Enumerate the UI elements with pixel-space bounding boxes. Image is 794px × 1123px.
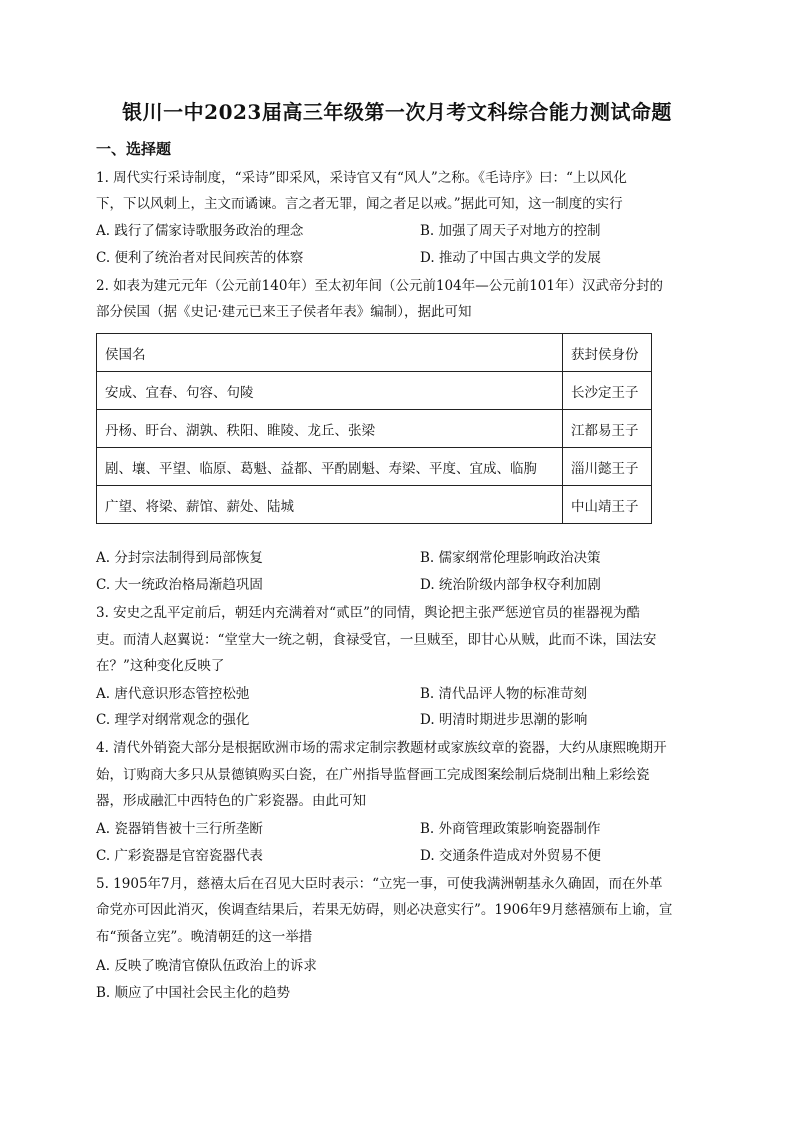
table-cell: 中山靖王子 [563,486,652,524]
q5-stem-line-3: 布“预备立宪”。晚清朝廷的这一举措 [96,929,313,945]
table-cell: 丹杨、盱台、湖孰、秩阳、睢陵、龙丘、张梁 [97,410,563,448]
q4-option-B: B. 外商管理政策影响瓷器制作 [420,821,601,837]
table-cell: 安成、宜春、句容、句陵 [97,372,563,410]
table-row [97,410,652,448]
q3-option-D: D. 明清时期进步思潮的影响 [420,712,588,728]
q2-stem-line-1: 2. 如表为建元元年（公元前140年）至太初年间（公元前104年—公元前101年）汉武帝分封的 [96,278,663,294]
q1-stem-line-2: 下，下以风刺上，主文而谲谏。言之者无罪，闻之者足以戒。”据此可知，这一制度的实行 [96,196,623,212]
q1-option-D: D. 推动了中国古典文学的发展 [420,250,601,266]
page-title: 银川一中2023届高三年级第一次月考文科综合能力测试命题 [122,100,672,124]
q3-option-B: B. 清代品评人物的标准苛刻 [420,686,588,702]
q2-option-D: D. 统治阶级内部争权夺利加剧 [420,577,601,593]
table-cell: 剧、壤、平望、临原、葛魁、益都、平酌剧魁、寿梁、平度、宜成、临朐 [97,448,563,486]
q5-option-A: A. 反映了晚清官僚队伍政治上的诉求 [96,958,317,974]
table-row [97,448,652,486]
table-header-cell: 侯国名 [97,334,563,372]
q2-option-A: A. 分封宗法制得到局部恢复 [96,550,263,566]
q3-option-C: C. 理学对纲常观念的强化 [96,712,250,728]
table-cell: 长沙定王子 [563,372,652,410]
q4-stem-line-3: 器，形成融汇中西特色的广彩瓷器。由此可知 [96,793,366,809]
table-cell: 广望、将梁、薪馆、薪处、陆城 [97,486,563,524]
table-header-row [97,334,652,372]
q1-option-A: A. 践行了儒家诗歌服务政治的理念 [96,223,304,239]
q1-option-C: C. 便利了统治者对民间疾苦的体察 [96,250,304,266]
q5-option-B: B. 顺应了中国社会民主化的趋势 [96,985,291,1001]
table-row [97,486,652,524]
q2-option-B: B. 儒家纲常伦理影响政治决策 [420,550,601,566]
q4-stem-line-2: 始，订购商大多只从景德镇购买白瓷，在广州指导监督画工完成图案绘制后烧制出釉上彩绘瓷 [96,767,650,783]
q1-option-B: B. 加强了周天子对地方的控制 [420,223,601,239]
q5-stem-line-2: 命党亦可因此消灭，俟调查结果后，若果无妨碍，则必决意实行”。1906年9月慈禧颁布上谕，宣 [96,902,673,918]
fief-table [96,333,652,524]
q3-stem-line-3: 在？”这种变化反映了 [96,658,225,674]
q4-option-D: D. 交通条件造成对外贸易不便 [420,848,601,864]
q3-stem-line-2: 吏。而清人赵翼说：“堂堂大一统之朝，食禄受官，一旦贼至，即甘心从贼，此而不诛，国法安 [96,632,657,648]
q3-stem-line-1: 3. 安史之乱平定前后，朝廷内充满着对“贰臣”的同情，舆论把主张严惩逆官员的崔器视为酷 [96,605,640,621]
table-cell: 江都易王子 [563,410,652,448]
q2-option-C: C. 大一统政治格局渐趋巩固 [96,577,263,593]
table-cell: 淄川懿王子 [563,448,652,486]
table-row [97,372,652,410]
q1-stem-line-1: 1. 周代实行采诗制度，“采诗”即采风，采诗官又有“风人”之称。《毛诗序》曰：“上以风化 [96,170,627,186]
q4-option-C: C. 广彩瓷器是官窑瓷器代表 [96,848,263,864]
table-header-cell: 获封侯身份 [563,334,652,372]
q2-stem-line-2: 部分侯国（据《史记·建元已来王子侯者年表》编制），据此可知 [96,304,472,320]
q3-option-A: A. 唐代意识形态管控松弛 [96,686,250,702]
q4-option-A: A. 瓷器销售被十三行所垄断 [96,821,263,837]
section-heading: 一、选择题 [96,140,172,158]
q4-stem-line-1: 4. 清代外销瓷大部分是根据欧洲市场的需求定制宗教题材或家族纹章的瓷器，大约从康熙晚期开 [96,740,667,756]
q5-stem-line-1: 5. 1905年7月，慈禧太后在召见大臣时表示：“立宪一事，可使我满洲朝基永久确固，而在外革 [96,876,663,892]
